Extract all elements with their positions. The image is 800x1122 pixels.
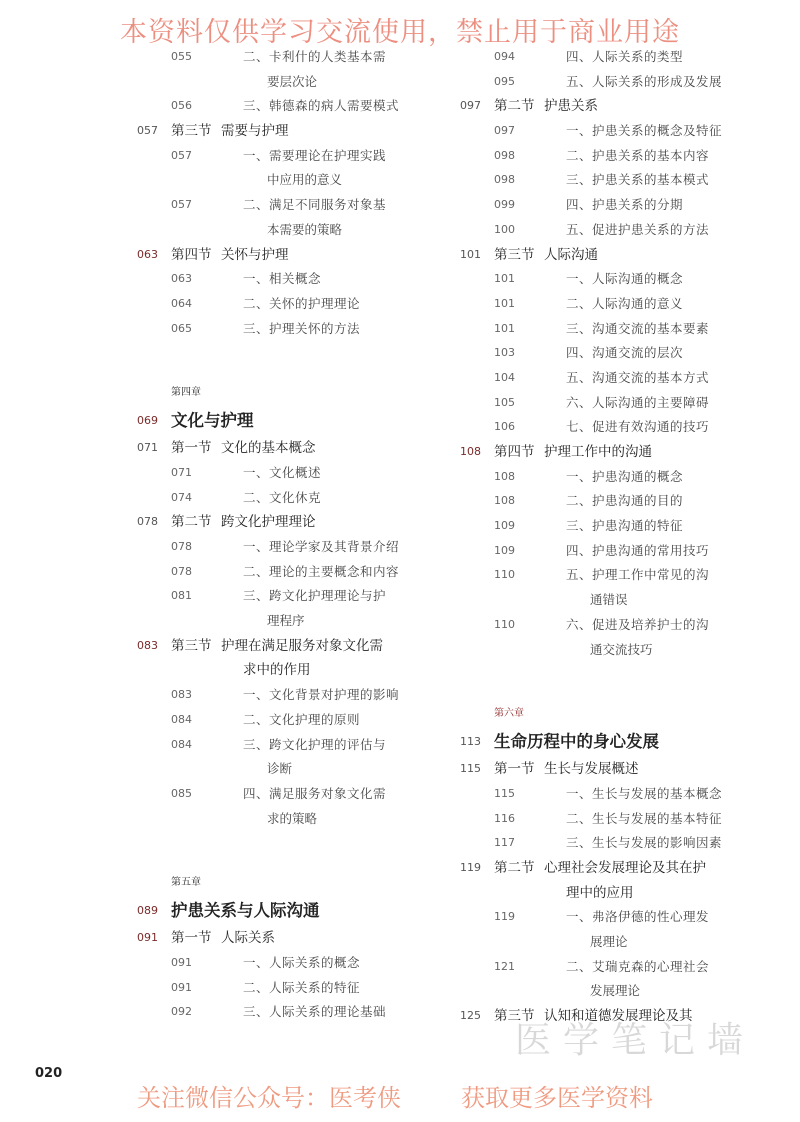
toc-item[interactable]: [460, 955, 760, 980]
toc-item[interactable]: [460, 831, 760, 856]
page-ref: 115: [494, 786, 515, 800]
toc-item[interactable]: [460, 119, 760, 144]
page-ref: 091: [171, 955, 192, 969]
page-ref: 078: [137, 515, 158, 529]
item-title: 二、护患沟通的目的: [566, 493, 684, 509]
item-title: 三、生长与发展的影响因素: [566, 835, 723, 851]
page-ref: 069: [137, 414, 158, 428]
item-title: 一、相关概念: [243, 271, 322, 287]
page-ref: 084: [171, 712, 192, 726]
toc-continuation: [137, 658, 457, 683]
item-title: 四、满足服务对象文化需: [243, 785, 387, 801]
continuation-text: 理中的应用: [566, 884, 634, 901]
toc-item[interactable]: [137, 683, 457, 708]
continuation-text: 发展理论: [590, 983, 641, 999]
continuation-text: 本需要的策略: [267, 221, 343, 237]
section-title: 护理工作中的沟通: [544, 444, 652, 460]
section-title: 跨文化护理理论: [221, 514, 316, 531]
toc-item[interactable]: [137, 193, 457, 218]
page-ref: 097: [460, 99, 481, 113]
page-ref: 099: [494, 198, 515, 212]
toc-item[interactable]: [137, 144, 457, 169]
item-title: 四、护患沟通的常用技巧: [566, 542, 710, 558]
toc-item[interactable]: [137, 486, 457, 511]
toc-item[interactable]: [460, 465, 760, 490]
toc-item[interactable]: [460, 366, 760, 391]
item-title: 三、跨文化护理的评估与: [243, 736, 387, 752]
toc-item[interactable]: [137, 1000, 457, 1025]
section-label: 第二节: [171, 514, 212, 531]
page-ref: 092: [171, 1005, 192, 1019]
watermark-bottom: 医学笔记墙: [515, 1020, 756, 1061]
chapter-number: 第六章: [494, 708, 524, 720]
page-ref: 103: [494, 346, 515, 360]
toc-section[interactable]: [460, 94, 760, 119]
toc-item[interactable]: [137, 584, 457, 609]
toc-item[interactable]: [137, 535, 457, 560]
toc-item[interactable]: [460, 613, 760, 638]
toc-continuation: [460, 588, 760, 613]
section-label: 第二节: [494, 98, 535, 115]
item-title: 一、理论学家及其背景介绍: [243, 539, 400, 554]
toc-continuation: [137, 609, 457, 634]
continuation-text: 求中的作用: [243, 662, 311, 679]
toc-continuation: [137, 168, 457, 193]
toc-section[interactable]: [460, 440, 760, 465]
watermark-top: 本资料仅供学习交流使用，禁止用于商业用途: [120, 17, 680, 48]
section-title: 文化的基本概念: [221, 440, 316, 457]
toc-item[interactable]: [137, 292, 457, 317]
page-ref: 108: [494, 494, 515, 508]
toc-continuation: [137, 70, 457, 95]
page-ref: 108: [494, 469, 515, 483]
footer-wechat-text: 关注微信公众号：医考侠: [137, 1084, 401, 1112]
page-ref: 095: [494, 74, 515, 88]
page-ref: 104: [494, 370, 515, 384]
page-ref: 056: [171, 99, 192, 113]
spacer: [137, 341, 457, 381]
continuation-text: 求的策略: [267, 810, 318, 826]
item-title: 五、沟通交流的基本方式: [566, 369, 710, 385]
toc-chapter[interactable]: [137, 405, 457, 436]
toc-item[interactable]: [460, 905, 760, 930]
toc-section[interactable]: [137, 510, 457, 535]
item-title: 二、文化休克: [243, 489, 322, 505]
toc-item[interactable]: [460, 539, 760, 564]
toc-item[interactable]: [460, 70, 760, 95]
item-title: 六、人际沟通的主要障碍: [566, 394, 710, 410]
page-ref: 074: [171, 490, 192, 504]
item-title: 二、理论的主要概念和内容: [243, 563, 400, 579]
section-title: 需要与护理: [221, 123, 289, 140]
section-title: 关怀与护理: [221, 246, 289, 263]
item-title: 一、生长与发展的基本概念: [566, 785, 723, 801]
page-ref: 078: [171, 564, 192, 578]
toc-item[interactable]: [137, 733, 457, 758]
page-ref: 101: [494, 321, 515, 335]
toc-section[interactable]: [137, 436, 457, 461]
toc-section[interactable]: [137, 926, 457, 951]
page-ref: 116: [494, 811, 515, 825]
footer-more-text: 获取更多医学资料: [461, 1084, 653, 1112]
spacer: [460, 662, 760, 702]
item-title: 三、护理关怀的方法: [243, 320, 361, 336]
chapter-title: 护患关系与人际沟通: [171, 901, 320, 921]
page-ref: 101: [494, 296, 515, 310]
item-title: 二、人际沟通的意义: [566, 295, 684, 311]
page-ref: 113: [460, 735, 481, 749]
page-ref: 057: [171, 198, 192, 212]
toc-section[interactable]: [137, 119, 457, 144]
toc-item[interactable]: [137, 976, 457, 1001]
chapter-label: [137, 871, 457, 895]
page-ref: 115: [460, 762, 481, 776]
section-title: 心理社会发展理论及其在护: [544, 859, 706, 876]
section-title: 护患关系: [544, 98, 598, 115]
toc-item[interactable]: [137, 560, 457, 585]
page-ref: 083: [171, 688, 192, 702]
page-number: 020: [35, 1066, 63, 1081]
continuation-text: 要层次论: [267, 73, 318, 89]
page-ref: 071: [137, 441, 158, 455]
page-ref: 101: [460, 247, 481, 261]
toc-item[interactable]: [460, 514, 760, 539]
page-ref: 098: [494, 173, 515, 187]
section-label: 第四节: [494, 444, 535, 460]
page-ref: 110: [494, 617, 515, 631]
toc-item[interactable]: [460, 807, 760, 832]
toc-item[interactable]: [460, 292, 760, 317]
toc-continuation: [460, 979, 760, 1004]
section-label: 第三节: [494, 246, 535, 263]
toc-continuation: [137, 218, 457, 243]
page-ref: 097: [494, 124, 515, 138]
page-ref: 063: [171, 272, 192, 286]
continuation-text: 理程序: [267, 613, 305, 629]
page-ref: 063: [137, 247, 158, 261]
item-title: 四、沟通交流的层次: [566, 345, 684, 361]
page-ref: 064: [171, 296, 192, 310]
toc-item[interactable]: [460, 341, 760, 366]
toc-continuation: [460, 638, 760, 663]
continuation-text: 诊断: [267, 761, 293, 777]
section-title: 护理在满足服务对象文化需: [221, 637, 383, 654]
page-ref: 057: [171, 148, 192, 162]
item-title: 一、弗洛伊德的性心理发: [566, 909, 710, 925]
section-label: 第三节: [171, 637, 212, 654]
toc-item[interactable]: [460, 391, 760, 416]
spacer: [137, 831, 457, 871]
section-title: 生长与发展概述: [544, 761, 639, 778]
item-title: 二、卡利什的人类基本需: [243, 49, 387, 64]
toc-item[interactable]: [460, 45, 760, 70]
item-title: 二、生长与发展的基本特征: [566, 810, 723, 826]
toc-item[interactable]: [460, 415, 760, 440]
page-ref: 125: [460, 1009, 481, 1023]
item-title: 七、促进有效沟通的技巧: [566, 419, 710, 435]
page-ref: 071: [171, 465, 192, 479]
item-title: 三、沟通交流的基本要素: [566, 320, 710, 336]
toc-continuation: [137, 807, 457, 832]
section-label: 第四节: [171, 246, 212, 263]
page-ref: 091: [171, 980, 192, 994]
page-ref: 081: [171, 589, 192, 603]
page-ref: 121: [494, 959, 515, 973]
item-title: 三、跨文化护理理论与护: [243, 588, 387, 604]
toc-chapter[interactable]: [460, 726, 760, 757]
section-label: 第三节: [171, 123, 212, 140]
toc-section[interactable]: [460, 856, 760, 881]
toc-item[interactable]: [460, 168, 760, 193]
toc-item[interactable]: [137, 317, 457, 342]
item-title: 一、需要理论在护理实践: [243, 147, 387, 163]
toc-column-left: [137, 45, 457, 1028]
toc-item[interactable]: [137, 45, 457, 70]
chapter-title: 生命历程中的身心发展: [494, 732, 659, 752]
toc-section[interactable]: [460, 757, 760, 782]
chapter-number: 第五章: [171, 877, 201, 889]
item-title: 四、人际关系的类型: [566, 49, 684, 64]
toc-section[interactable]: [137, 243, 457, 268]
item-title: 三、护患关系的基本模式: [566, 172, 710, 188]
item-title: 二、人际关系的特征: [243, 979, 361, 995]
section-title: 认知和道德发展理论及其: [544, 1008, 693, 1025]
section-title: 人际沟通: [544, 246, 598, 263]
item-title: 二、关怀的护理理论: [243, 295, 361, 311]
item-title: 一、文化背景对护理的影响: [243, 687, 400, 703]
page-ref: 100: [494, 222, 515, 236]
chapter-number: 第四章: [171, 387, 201, 399]
toc-section[interactable]: [460, 243, 760, 268]
page-ref: 094: [494, 50, 515, 63]
item-title: 五、促进护患关系的方法: [566, 221, 710, 237]
continuation-text: 展理论: [590, 934, 628, 949]
page-ref: 084: [171, 737, 192, 751]
item-title: 六、促进及培养护士的沟: [566, 616, 710, 632]
page-ref: 106: [494, 420, 515, 434]
section-label: 第三节: [494, 1008, 535, 1025]
toc-continuation: [137, 757, 457, 782]
item-title: 五、护理工作中常见的沟: [566, 567, 710, 583]
toc-item[interactable]: [460, 489, 760, 514]
section-label: 第一节: [494, 761, 535, 778]
chapter-label: [460, 702, 760, 726]
item-title: 三、人际关系的理论基础: [243, 1004, 387, 1020]
toc-item[interactable]: [460, 267, 760, 292]
page-ref: 117: [494, 836, 515, 850]
item-title: 二、艾瑞克森的心理社会: [566, 958, 710, 974]
toc-column-right: [460, 45, 760, 1028]
toc-item[interactable]: [460, 144, 760, 169]
section-label: 第二节: [494, 859, 535, 876]
item-title: 二、满足不同服务对象基: [243, 197, 387, 213]
toc-item[interactable]: [137, 782, 457, 807]
toc-item[interactable]: [137, 94, 457, 119]
toc-item[interactable]: [137, 708, 457, 733]
section-label: 第一节: [171, 440, 212, 457]
page-ref: 119: [494, 910, 515, 924]
page-ref: 101: [494, 272, 515, 286]
item-title: 一、人际沟通的概念: [566, 271, 684, 287]
page-ref: 091: [137, 931, 158, 945]
item-title: 三、韩德森的病人需要模式: [243, 98, 400, 114]
toc-chapter[interactable]: [137, 895, 457, 926]
page-ref: 098: [494, 148, 515, 162]
toc-item[interactable]: [137, 461, 457, 486]
item-title: 二、文化护理的原则: [243, 711, 361, 727]
page-ref: 108: [460, 445, 481, 458]
item-title: 一、护患关系的概念及特征: [566, 123, 723, 139]
item-title: 三、护患沟通的特征: [566, 518, 684, 534]
page-ref: 057: [137, 124, 158, 138]
toc-continuation: [460, 881, 760, 906]
continuation-text: 通错误: [590, 592, 628, 608]
page-ref: 110: [494, 568, 515, 582]
item-title: 二、护患关系的基本内容: [566, 147, 710, 163]
page-ref: 055: [171, 50, 192, 63]
continuation-text: 中应用的意义: [267, 172, 343, 188]
item-title: 一、人际关系的概念: [243, 954, 361, 970]
toc-section[interactable]: [137, 634, 457, 659]
page-ref: 109: [494, 543, 515, 557]
page-ref: 085: [171, 786, 192, 800]
page-ref: 065: [171, 321, 192, 335]
toc-item[interactable]: [137, 951, 457, 976]
page-ref: 105: [494, 395, 515, 409]
page-ref: 119: [460, 860, 481, 874]
page-ref: 089: [137, 904, 158, 918]
chapter-title: 文化与护理: [171, 411, 254, 431]
toc-item[interactable]: [460, 563, 760, 588]
toc-item[interactable]: [460, 317, 760, 342]
toc-item[interactable]: [460, 218, 760, 243]
item-title: 五、人际关系的形成及发展: [566, 73, 723, 89]
toc-item[interactable]: [460, 782, 760, 807]
page-ref: 109: [494, 519, 515, 533]
chapter-label: [137, 381, 457, 405]
item-title: 一、文化概述: [243, 464, 322, 480]
section-label: 第一节: [171, 930, 212, 947]
page-ref: 078: [171, 540, 192, 553]
toc-continuation: [460, 930, 760, 955]
section-title: 人际关系: [221, 930, 275, 947]
item-title: 四、护患关系的分期: [566, 197, 684, 213]
toc-item[interactable]: [137, 267, 457, 292]
page-ref: 083: [137, 638, 158, 652]
toc-item[interactable]: [460, 193, 760, 218]
continuation-text: 通交流技巧: [590, 641, 653, 657]
item-title: 一、护患沟通的概念: [566, 468, 684, 484]
